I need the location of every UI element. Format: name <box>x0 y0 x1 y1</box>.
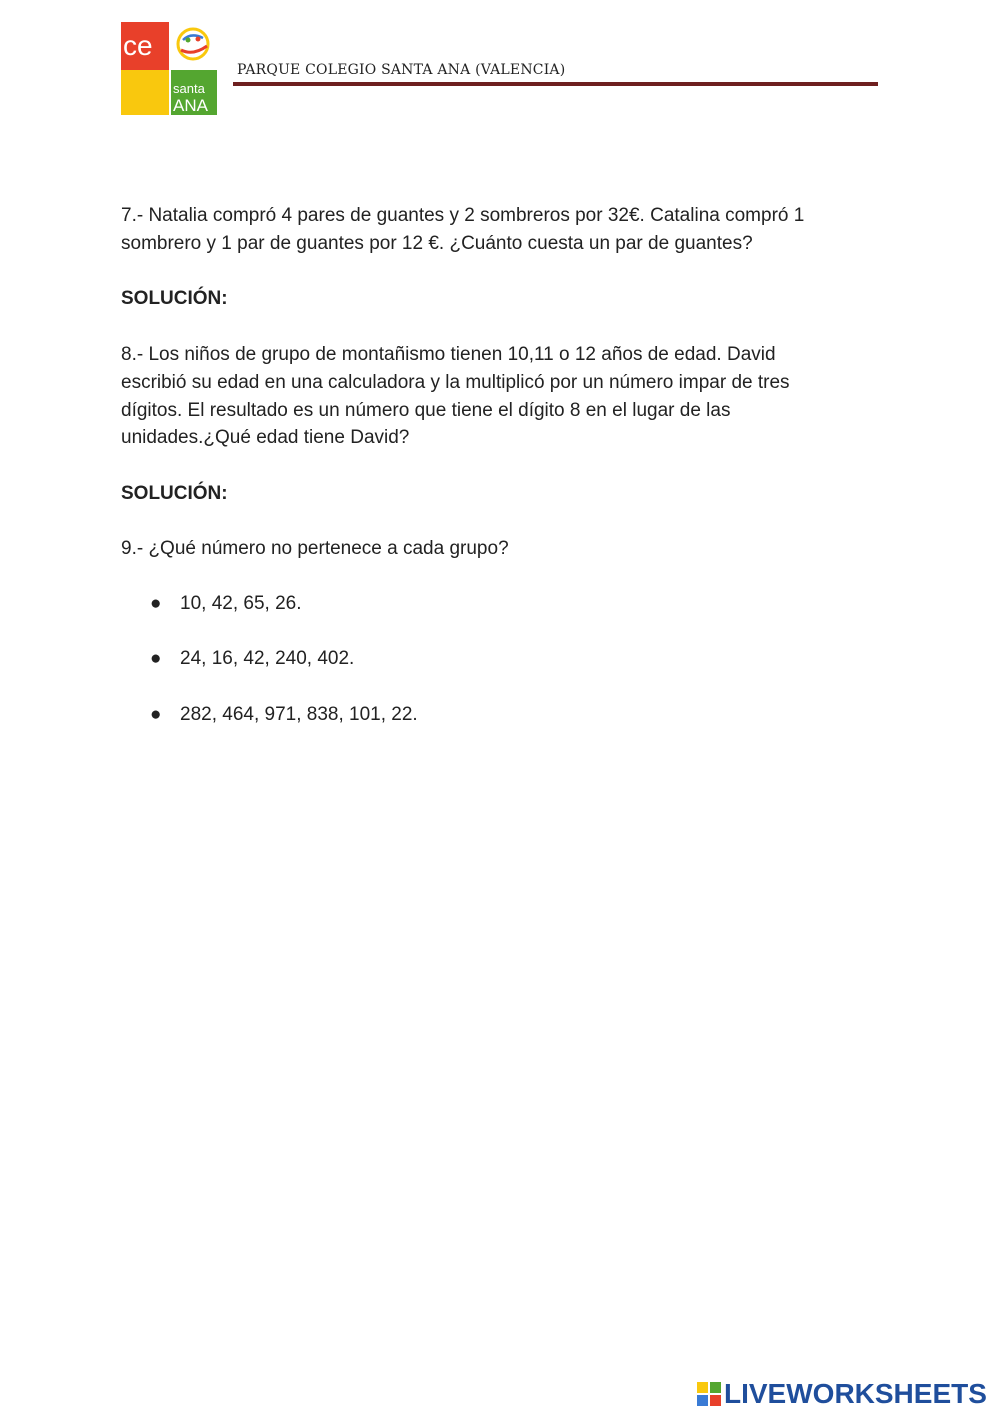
question-8-line-4: unidades.¿Qué edad tiene David? <box>121 427 410 449</box>
group-3: 282, 464, 971, 838, 101, 22. <box>180 704 418 725</box>
solution-8-label: SOLUCIÓN: <box>121 483 228 504</box>
question-8-line-3: dígitos. El resultado es un número que tiene el dígito 8 en el lugar de las <box>121 399 731 421</box>
logo-ce-text: ce <box>123 30 153 61</box>
liveworksheets-watermark <box>697 1378 987 1410</box>
question-7-line-1: 7.- Natalia compró 4 pares de guantes y 2 sombreros por 32€. Catalina compró 1 <box>121 205 805 226</box>
header-title: PARQUE COLEGIO SANTA ANA (VALENCIA) <box>237 62 566 78</box>
bullet-icon: ● <box>150 704 162 725</box>
logo-santa-text: santa <box>173 81 205 96</box>
logo-yellow-block <box>121 70 169 115</box>
group-1: 10, 42, 65, 26. <box>180 593 302 614</box>
logo-figures-icon <box>171 26 215 64</box>
question-7-line-2: sombrero y 1 par de guantes por 12 €. ¿Cuánto cuesta un par de guantes? <box>121 232 753 254</box>
question-9: 9.- ¿Qué número no pertenece a cada grupo? <box>121 538 509 559</box>
liveworksheets-text: LIVEWORKSHEETS <box>724 1378 987 1409</box>
school-logo <box>121 22 217 115</box>
question-8-line-1: 8.- Los niños de grupo de montañismo tienen 10,11 o 12 años de edad. David <box>121 344 776 365</box>
list-item <box>150 590 302 618</box>
solution-7-label: SOLUCIÓN: <box>121 288 228 309</box>
header-rule <box>233 82 878 86</box>
list-item <box>150 645 354 673</box>
question-7 <box>121 202 861 258</box>
group-2: 24, 16, 42, 240, 402. <box>180 648 355 669</box>
list-item <box>150 701 418 729</box>
question-8 <box>121 341 861 452</box>
liveworksheets-icon <box>697 1382 721 1406</box>
logo-ana-text: ANA <box>173 96 208 115</box>
bullet-icon: ● <box>150 593 162 614</box>
bullet-icon: ● <box>150 648 162 669</box>
question-8-line-2: escribió su edad en una calculadora y la multiplicó por un número impar de tres <box>121 371 790 393</box>
